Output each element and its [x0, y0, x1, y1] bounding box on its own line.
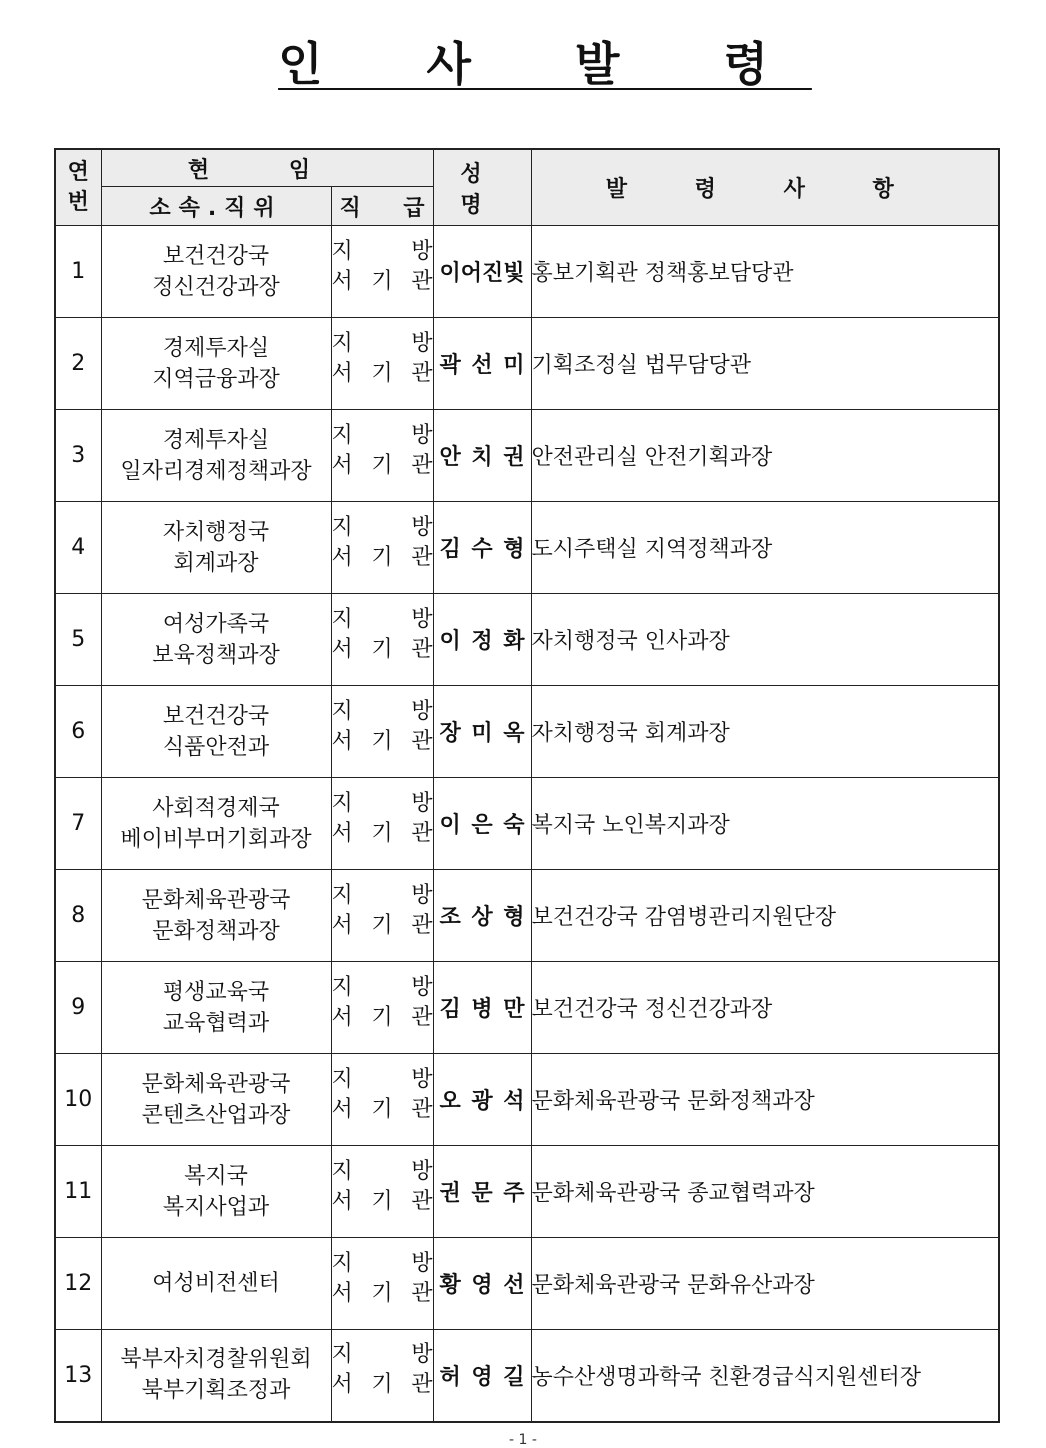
table-row: [55, 318, 999, 410]
table-row: [55, 226, 999, 318]
dept-line-2: 복지사업과: [162, 1194, 270, 1220]
row-index: 6: [55, 686, 101, 778]
grade-char: 지: [331, 1158, 353, 1184]
row-name: [433, 594, 531, 686]
name-char: 조: [439, 905, 461, 930]
table-header: [55, 149, 999, 226]
header-grade-left: 직: [339, 195, 361, 221]
name-char: 미: [503, 353, 525, 378]
table-row: [55, 1146, 999, 1238]
name-char: 수: [471, 537, 493, 562]
row-index: 8: [55, 870, 101, 962]
table-row: [55, 778, 999, 870]
row-dept-position: [101, 1146, 331, 1238]
grade-char: 지: [331, 422, 353, 448]
document-title-text: 인 사 발 령: [278, 37, 812, 91]
row-order: 문화체육관광국 문화유산과장: [531, 1238, 999, 1330]
row-index: 5: [55, 594, 101, 686]
grade-char: 방: [411, 698, 433, 724]
row-order: 문화체육관광국 종교협력과장: [531, 1146, 999, 1238]
row-grade: [331, 1238, 433, 1330]
row-grade: [331, 594, 433, 686]
row-order: 농수산생명과학국 친환경급식지원센터장: [531, 1330, 999, 1422]
dept-line-1: 문화체육관광국: [141, 887, 291, 913]
name-char: 길: [503, 1364, 525, 1390]
header-current-label: 현 임: [187, 157, 347, 183]
row-dept-position: [101, 1238, 331, 1330]
name-char: 권: [439, 1181, 461, 1206]
name-char: 영: [471, 1273, 493, 1298]
name-char: 곽: [439, 353, 461, 378]
table-row: [55, 502, 999, 594]
grade-char: 관: [411, 912, 433, 938]
row-dept-position: [101, 226, 331, 318]
header-name: [433, 149, 531, 226]
grade-char: 서: [331, 1004, 353, 1030]
grade-char: 관: [411, 544, 433, 570]
table-row: [55, 1330, 999, 1422]
name-char: 상: [471, 905, 493, 930]
grade-char: 기: [371, 268, 393, 294]
name-char: 이: [439, 813, 461, 838]
table-row: [55, 962, 999, 1054]
grade-char: 서: [331, 636, 353, 662]
row-index: 12: [55, 1238, 101, 1330]
table-row: [55, 870, 999, 962]
row-grade: [331, 318, 433, 410]
row-name: [433, 686, 531, 778]
row-name: [433, 226, 531, 318]
name-char: 선: [471, 353, 493, 378]
grade-char: 지: [331, 1342, 353, 1368]
row-name: [433, 778, 531, 870]
grade-char: 지: [331, 790, 353, 816]
grade-char: 방: [411, 1250, 433, 1276]
row-grade: [331, 870, 433, 962]
name-char: 안: [439, 445, 461, 470]
grade-char: 방: [411, 238, 433, 264]
row-order: 보건건강국 감염병관리지원단장: [531, 870, 999, 962]
row-order: 문화체육관광국 문화정책과장: [531, 1054, 999, 1146]
grade-char: 서: [331, 1280, 353, 1306]
grade-char: 기: [371, 1096, 393, 1122]
grade-char: 기: [371, 1004, 393, 1030]
grade-char: 방: [411, 514, 433, 540]
row-grade: [331, 1146, 433, 1238]
grade-char: 기: [371, 1372, 393, 1398]
grade-char: 서: [331, 820, 353, 846]
grade-char: 방: [411, 1158, 433, 1184]
name-char: 선: [503, 1273, 525, 1298]
name-char: 주: [503, 1181, 525, 1206]
page-number: - 1 -: [509, 1432, 537, 1448]
name-char: 오: [439, 1089, 461, 1114]
dept-line-2: 지역금융과장: [152, 366, 280, 392]
grade-char: 관: [411, 636, 433, 662]
row-index: 4: [55, 502, 101, 594]
name-char: 병: [471, 997, 493, 1022]
header-order-label: 발 령 사 항: [605, 177, 924, 202]
dept-line-2: 일자리경제정책과장: [120, 458, 312, 484]
row-order: 홍보기획관 정책홍보담당관: [531, 226, 999, 318]
row-order: 도시주택실 지역정책과장: [531, 502, 999, 594]
dept-line-2: 식품안전과: [162, 734, 270, 760]
row-dept-position: [101, 778, 331, 870]
grade-char: 방: [411, 790, 433, 816]
grade-char: 기: [371, 1188, 393, 1214]
row-name: [433, 502, 531, 594]
row-dept-position: [101, 594, 331, 686]
row-grade: [331, 1054, 433, 1146]
grade-char: 방: [411, 1066, 433, 1092]
name-char: 장: [439, 721, 461, 746]
grade-char: 지: [331, 882, 353, 908]
grade-char: 지: [331, 606, 353, 632]
row-order: 자치행정국 회계과장: [531, 686, 999, 778]
dept-line-1: 경제투자실: [162, 335, 270, 361]
row-index: 10: [55, 1054, 101, 1146]
row-dept-position: [101, 318, 331, 410]
name-char: 옥: [503, 721, 525, 746]
row-index: 1: [55, 226, 101, 318]
grade-char: 관: [411, 1372, 433, 1398]
dept-line-2: 교육협력과: [162, 1010, 270, 1036]
row-name: [433, 870, 531, 962]
name-char: 권: [503, 445, 525, 470]
grade-char: 기: [371, 360, 393, 386]
grade-char: 기: [371, 636, 393, 662]
grade-char: 방: [411, 606, 433, 632]
grade-char: 서: [331, 544, 353, 570]
grade-char: 관: [411, 1188, 433, 1214]
name-char: 만: [503, 997, 525, 1022]
row-order: 기획조정실 법무담당관: [531, 318, 999, 410]
dept-line-1: 여성비전센터: [152, 1271, 280, 1296]
grade-char: 지: [331, 514, 353, 540]
grade-char: 지: [331, 1066, 353, 1092]
row-grade: [331, 778, 433, 870]
grade-char: 방: [411, 422, 433, 448]
grade-char: 방: [411, 882, 433, 908]
name-char: 석: [503, 1089, 525, 1114]
row-name: [433, 1146, 531, 1238]
dept-line-2: 문화정책과장: [152, 918, 280, 944]
name-char: 미: [471, 721, 493, 746]
grade-char: 서: [331, 360, 353, 386]
name-char: 치: [471, 445, 493, 470]
row-name: [433, 318, 531, 410]
row-index: 7: [55, 778, 101, 870]
grade-char: 서: [331, 1096, 353, 1122]
grade-char: 관: [411, 360, 433, 386]
grade-char: 관: [411, 1280, 433, 1306]
header-name-label: 성 명: [460, 161, 504, 218]
dept-line-1: 자치행정국: [162, 519, 270, 545]
dept-line-2: 콘텐츠산업과장: [141, 1102, 291, 1128]
name-char: 영: [471, 1364, 493, 1390]
row-name: [433, 1330, 531, 1422]
table-row: [55, 686, 999, 778]
grade-char: 지: [331, 974, 353, 1000]
grade-char: 서: [331, 728, 353, 754]
grade-char: 지: [331, 330, 353, 356]
grade-char: 기: [371, 1280, 393, 1306]
header-index-top: 연: [67, 159, 89, 185]
header-dept-position-label: 소속.직위: [149, 195, 283, 221]
grade-char: 기: [371, 912, 393, 938]
name-char: 이어진빛: [439, 261, 525, 286]
row-order: 복지국 노인복지과장: [531, 778, 999, 870]
row-grade: [331, 410, 433, 502]
name-char: 형: [503, 537, 525, 562]
dept-line-1: 평생교육국: [162, 979, 270, 1005]
header-order: [531, 149, 999, 226]
grade-char: 방: [411, 1342, 433, 1368]
row-index: 11: [55, 1146, 101, 1238]
header-index-bottom: 번: [67, 189, 89, 215]
name-char: 정: [471, 629, 493, 654]
name-char: 황: [439, 1273, 461, 1298]
grade-char: 방: [411, 974, 433, 1000]
dept-line-1: 사회적경제국: [152, 795, 280, 821]
row-name: [433, 410, 531, 502]
grade-char: 관: [411, 452, 433, 478]
name-char: 화: [503, 629, 525, 654]
dept-line-1: 경제투자실: [162, 427, 270, 453]
row-grade: [331, 226, 433, 318]
row-order: 보건건강국 정신건강과장: [531, 962, 999, 1054]
table-body: [55, 226, 999, 1422]
grade-char: 지: [331, 698, 353, 724]
row-dept-position: [101, 686, 331, 778]
row-order: 안전관리실 안전기획과장: [531, 410, 999, 502]
header-dept-position: [101, 187, 331, 226]
grade-char: 기: [371, 452, 393, 478]
name-char: 문: [471, 1181, 493, 1206]
grade-char: 기: [371, 820, 393, 846]
dept-line-2: 회계과장: [173, 550, 259, 576]
dept-line-2: 정신건강과장: [152, 274, 280, 300]
grade-char: 서: [331, 1372, 353, 1398]
row-order: 자치행정국 인사과장: [531, 594, 999, 686]
grade-char: 관: [411, 1096, 433, 1122]
grade-char: 서: [331, 1188, 353, 1214]
grade-char: 관: [411, 820, 433, 846]
header-index: [55, 149, 101, 226]
name-char: 허: [439, 1364, 461, 1390]
grade-char: 서: [331, 452, 353, 478]
dept-line-1: 여성가족국: [162, 611, 270, 637]
row-index: 3: [55, 410, 101, 502]
row-name: [433, 1054, 531, 1146]
grade-char: 서: [331, 268, 353, 294]
header-current: [101, 149, 433, 187]
grade-char: 관: [411, 728, 433, 754]
row-index: 9: [55, 962, 101, 1054]
name-char: 은: [471, 813, 493, 838]
name-char: 숙: [503, 813, 525, 838]
dept-line-2: 북부기획조정과: [141, 1378, 291, 1404]
grade-char: 방: [411, 330, 433, 356]
grade-char: 기: [371, 728, 393, 754]
table-row: [55, 410, 999, 502]
dept-line-1: 문화체육관광국: [141, 1071, 291, 1097]
grade-char: 관: [411, 1004, 433, 1030]
row-index: 13: [55, 1330, 101, 1422]
dept-line-1: 보건건강국: [162, 703, 270, 729]
table-row: [55, 594, 999, 686]
document-title: [0, 28, 1046, 94]
row-name: [433, 1238, 531, 1330]
header-grade-right: 급: [403, 195, 425, 221]
grade-char: 서: [331, 912, 353, 938]
name-char: 김: [439, 997, 461, 1022]
dept-line-1: 북부자치경찰위원회: [120, 1347, 312, 1373]
grade-char: 관: [411, 268, 433, 294]
row-grade: [331, 502, 433, 594]
row-dept-position: [101, 1330, 331, 1422]
name-char: 광: [471, 1089, 493, 1114]
grade-char: 기: [371, 544, 393, 570]
row-name: [433, 962, 531, 1054]
row-index: 2: [55, 318, 101, 410]
header-grade: [331, 187, 433, 226]
grade-char: 지: [331, 238, 353, 264]
name-char: 김: [439, 537, 461, 562]
row-dept-position: [101, 502, 331, 594]
row-grade: [331, 962, 433, 1054]
dept-line-2: 보육정책과장: [152, 642, 280, 668]
grade-char: 지: [331, 1250, 353, 1276]
dept-line-1: 보건건강국: [162, 243, 270, 269]
dept-line-1: 복지국: [184, 1163, 248, 1189]
row-dept-position: [101, 870, 331, 962]
name-char: 형: [503, 905, 525, 930]
dept-line-2: 베이비부머기회과장: [120, 826, 312, 852]
table-row: [55, 1238, 999, 1330]
table-row: [55, 1054, 999, 1146]
row-grade: [331, 1330, 433, 1422]
row-dept-position: [101, 962, 331, 1054]
row-dept-position: [101, 410, 331, 502]
name-char: 이: [439, 629, 461, 654]
row-grade: [331, 686, 433, 778]
row-dept-position: [101, 1054, 331, 1146]
personnel-table: [54, 148, 1000, 1423]
